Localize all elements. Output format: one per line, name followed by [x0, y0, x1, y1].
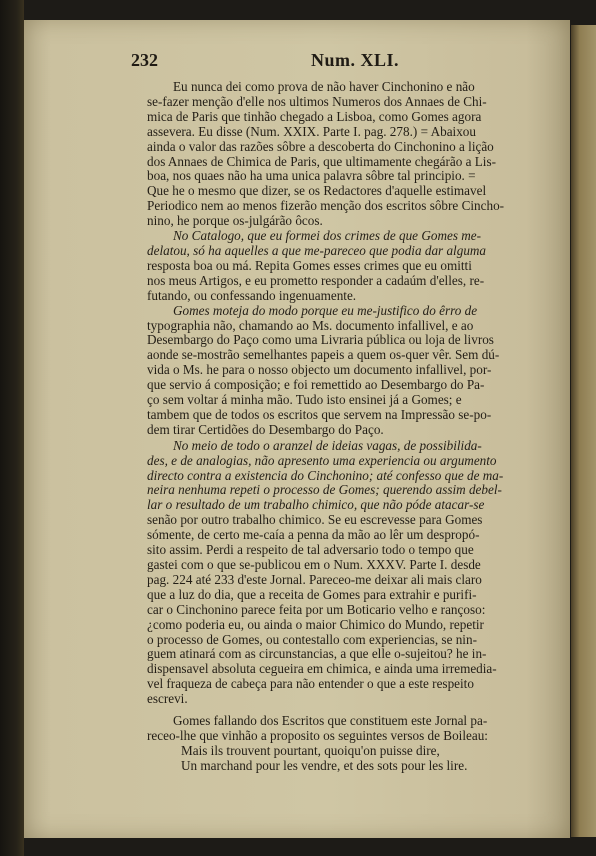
- text-line: Desembargo do Paço como uma Livraria pública ou loja de livros: [147, 332, 494, 348]
- text-line: dem tirar Certidões do Desembargo do Paço.: [147, 421, 384, 437]
- text-line: vel fraqueza de cabeça para não entender o que a este respeito: [147, 676, 474, 692]
- text-line: que a luz do dia, que a receita de Gomes para extrahir e purifi-: [147, 586, 477, 602]
- text-line: Que he o mesmo que dizer, se os Redactores d'aquelle estimavel: [147, 183, 487, 199]
- text-line: typographia não, chamando ao Ms. documento infallivel, e ao: [147, 317, 474, 333]
- verse-line: Mais ils trouvent pourtant, quoiqu'on puisse dire,: [181, 742, 440, 758]
- text-line: aonde se-mostrão semelhantes papeis a quem os-quer vêr. Sem dú-: [147, 347, 500, 363]
- text-line: mica de Paris que tinhão chegado a Lisboa, como Gomes agora: [147, 108, 482, 124]
- text-line: nino, he porque os-julgárão ôcos.: [147, 213, 323, 229]
- text-line: dos Annaes de Chimica de Paris, que ultimamente chegárão a Lis-: [147, 153, 496, 169]
- page-number: 232: [131, 50, 158, 70]
- verse-quotation: [147, 744, 530, 774]
- text-line: No meio de todo o aranzel de ideias vagas, de possibilida-: [173, 437, 482, 453]
- paragraph: [147, 80, 530, 229]
- text-line: escrevi.: [147, 691, 188, 707]
- text-line: ¿como poderia eu, ou ainda o maior Chimico do Mundo, repetir: [147, 616, 484, 632]
- text-line: sito assim. Perdi a respeito de tal adversario todo o tempo que: [147, 542, 474, 558]
- text-line: se-fazer menção d'elle nos ultimos Numeros dos Annaes de Chi-: [147, 93, 487, 109]
- text-line: receo-lhe que vinhão a proposito os seguintes versos de Boileau:: [147, 727, 488, 743]
- issue-title: Num. XLI.: [311, 50, 400, 70]
- text-line: vida o Ms. he para o nosso objecto um documento infallivel, por-: [147, 362, 492, 378]
- text-line: Eu nunca dei como prova de não haver Cinchonino e não: [173, 79, 475, 94]
- text-line: boa, nos quaes não ha uma unica palavra sôbre tal principio. =: [147, 168, 476, 184]
- text-line: Periodico nem ao menos fizerão menção dos escritos sôbre Cincho-: [147, 198, 505, 214]
- paragraph: [147, 714, 530, 744]
- text-line: resposta boa ou má. Repita Gomes esses crimes que eu omitti: [147, 257, 472, 273]
- text-line: gastei com o que se-publicou em o Num. XXXV. Parte I. desde: [147, 557, 481, 572]
- paragraph: [147, 439, 530, 707]
- text-line: delatou, só ha aquelles a que me-pareceo que podia dar alguma: [147, 242, 487, 258]
- text-line: car o Cinchonino parece feita por um Boticario velho e rançoso:: [147, 601, 486, 617]
- text-line: que servio á composição; e foi remettido ao Desembargo do Pa-: [147, 377, 485, 393]
- text-line: ço sem voltar á minha mão. Tudo isto ensinei já a Gomes; e: [147, 392, 462, 408]
- text-line: nos meus Artigos, e eu prometto responder a cadaúm d'elles, re-: [147, 272, 485, 288]
- text-line: futando, ou confessando ingenuamente.: [147, 287, 357, 303]
- text-line: neira nenhuma repeti o processo de Gomes; querendo assim debel-: [147, 482, 502, 498]
- text-line: sómente, de certo me-caía a penna da mão ao lêr um despropó-: [147, 527, 480, 543]
- text-line: lar o resultado de um trabalho chimico, que não póde atacar-se: [147, 497, 485, 513]
- text-line: No Catalogo, que eu formei dos crimes de que Gomes me-: [173, 228, 482, 244]
- text-line: des, e de analogias, não apresento uma experiencia ou argumento: [147, 452, 497, 468]
- verse-line: Un marchand pour les vendre, et des sots pour les lire.: [181, 757, 468, 773]
- paragraph: [147, 304, 530, 438]
- viewer-left-margin: [0, 0, 24, 856]
- text-line: tambem que de todos os escritos que servem na Impressão se-po-: [147, 406, 492, 422]
- text-line: o processo de Gomes, ou contestallo com experiencias, se nin-: [147, 631, 477, 647]
- text-line: Gomes fallando dos Escritos que constituem este Jornal pa-: [173, 713, 488, 729]
- text-line: directo contra a existencia do Cinchonino; até confesso que de ma-: [147, 467, 504, 483]
- text-line: guem atinará com as circunstancias, a que elle o-sujeitou? he in-: [147, 646, 487, 662]
- page-body-text: [147, 80, 530, 774]
- text-line: assevera. Eu disse (Num. XXIX. Parte I. pag. 278.) = Abaixou: [147, 123, 476, 139]
- text-line: Gomes moteja do modo porque eu me-justifico do êrro de: [173, 302, 478, 318]
- text-line: ainda o valor das razões sôbre a descoberta do Cinchonino a lição: [147, 138, 494, 154]
- page-header: [131, 50, 551, 78]
- next-page-edge: [571, 25, 596, 837]
- text-line: dispensavel absoluta cegueira em chimica, e ainda uma irremedia-: [147, 661, 497, 677]
- text-line: senão por outro trabalho chimico. Se eu escrevesse para Gomes: [147, 512, 483, 528]
- text-line: pag. 224 até 233 d'este Jornal. Pareceo-me deixar ali mais claro: [147, 571, 482, 587]
- paragraph: [147, 229, 530, 304]
